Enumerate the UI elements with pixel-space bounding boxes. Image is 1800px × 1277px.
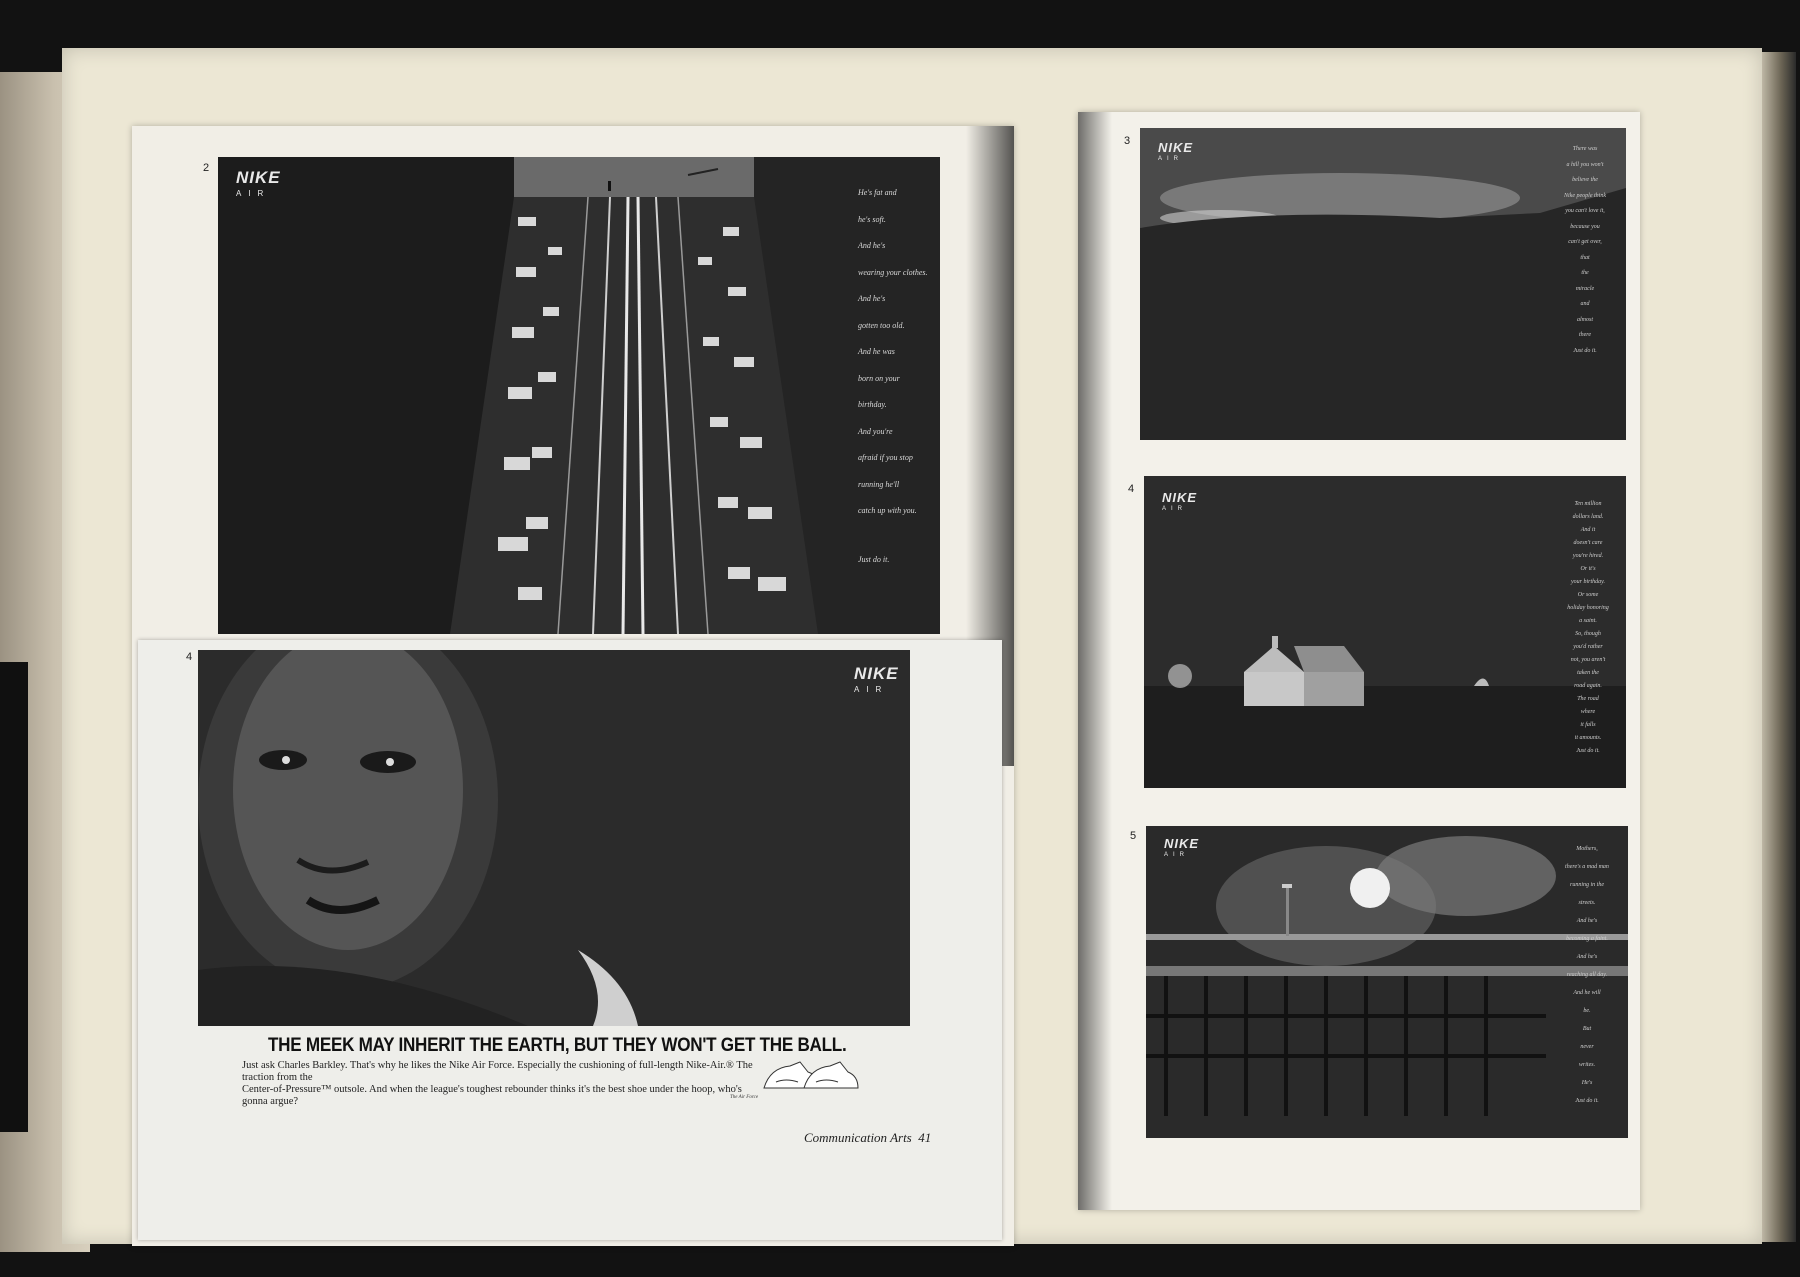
copy-line: it amounts. xyxy=(1574,735,1602,741)
copy-line: can't get over, xyxy=(1568,239,1602,245)
copy-signoff: Just do it. xyxy=(858,554,890,564)
right-page-stack xyxy=(1758,52,1796,1242)
logo-brand: NIKE xyxy=(1164,836,1200,851)
copy-line: where xyxy=(1580,709,1596,715)
ad-photo-road xyxy=(218,157,940,634)
footer-page-number: 41 xyxy=(918,1130,932,1145)
copy-line: Ten million xyxy=(1574,501,1602,507)
copy-line: there's a mad man xyxy=(1565,864,1609,870)
copy-line: And he's xyxy=(858,294,886,303)
copy-line: road again. xyxy=(1574,683,1602,689)
product-name: The Air Force xyxy=(730,1095,759,1100)
copy-line: dollars land. xyxy=(1572,514,1604,520)
copy-line: be. xyxy=(1583,1008,1591,1014)
ad-copy xyxy=(1552,498,1624,758)
copy-line: running in the xyxy=(1570,882,1604,888)
copy-line: Or some xyxy=(1577,592,1599,598)
logo-brand: NIKE xyxy=(236,168,281,187)
copy-line: the xyxy=(1581,270,1589,276)
copy-line: And he's xyxy=(1576,954,1598,960)
copy-line: And he's xyxy=(858,241,886,250)
copy-line: that xyxy=(1580,254,1590,261)
copy-line: miracle xyxy=(1575,285,1595,292)
copy-line: And you're xyxy=(858,426,893,436)
sneaker-icon xyxy=(760,1058,860,1094)
nike-air-logo xyxy=(1162,490,1197,512)
copy-line: your birthday. xyxy=(1571,579,1605,585)
ad-headline: THE MEEK MAY INHERIT THE EARTH, BUT THEY WON'T GET THE BALL. xyxy=(268,1035,847,1056)
copy-line: He's fat and xyxy=(858,188,897,197)
copy-line: you'd rather xyxy=(1573,644,1603,650)
nike-air-logo xyxy=(854,664,899,694)
copy-line: He's xyxy=(1581,1080,1593,1086)
copy-signoff: Just do it. xyxy=(1573,347,1597,354)
ad-copy xyxy=(1545,142,1625,359)
copy-line: because you xyxy=(1570,223,1600,230)
logo-brand: NIKE xyxy=(1162,490,1198,505)
copy-line: he's soft. xyxy=(858,214,886,224)
ad-number: 4 xyxy=(186,651,193,663)
ad-number: 2 xyxy=(203,162,210,174)
copy-line: streets. xyxy=(1578,900,1596,906)
ad-number: 4 xyxy=(1128,483,1135,495)
copy-line: And he's xyxy=(1576,918,1598,924)
ad-copy xyxy=(858,180,938,573)
copy-line: Nike people think xyxy=(1564,192,1606,199)
copy-line: So, though xyxy=(1575,631,1601,637)
copy-line: it falls xyxy=(1580,722,1596,728)
left-edge-photo-strip xyxy=(0,662,28,1132)
ad-number: 5 xyxy=(1130,830,1137,842)
body-line: Just ask Charles Barkley. That's why he likes the Nike Air Force. Especially the cushioning of full-length Nike-Air.® The traction from the xyxy=(242,1060,753,1083)
copy-line: taken the xyxy=(1577,670,1599,676)
logo-sub: AIR xyxy=(1162,506,1188,512)
logo-sub: AIR xyxy=(854,685,889,694)
copy-line: holiday honoring xyxy=(1567,605,1609,611)
shoe-product-image xyxy=(760,1058,860,1094)
copy-line: born on your xyxy=(858,373,900,383)
copy-line: And it xyxy=(1580,527,1596,533)
body-line: Center-of-Pressure™ outsole. And when the league's toughest rebounder thinks it's the best shoe under the hoop, who's gonna argue? xyxy=(242,1084,742,1107)
copy-line: never xyxy=(1580,1044,1594,1050)
copy-line: There was xyxy=(1572,146,1598,152)
copy-line: birthday. xyxy=(858,400,887,409)
logo-brand: NIKE xyxy=(854,664,899,683)
ad-body-copy xyxy=(242,1060,762,1108)
copy-line: there xyxy=(1578,332,1592,338)
copy-line: The road xyxy=(1577,696,1599,702)
ad-number: 3 xyxy=(1124,135,1131,147)
copy-line: a saint. xyxy=(1579,618,1597,624)
copy-line: gotten too old. xyxy=(858,320,905,330)
road-photo-illustration xyxy=(218,157,940,634)
nike-air-logo xyxy=(1158,140,1193,162)
logo-sub: AIR xyxy=(1158,156,1184,162)
publication-footer xyxy=(804,1130,931,1146)
logo-brand: NIKE xyxy=(1158,140,1194,155)
copy-line: catch up with you. xyxy=(858,506,917,515)
nike-air-logo xyxy=(236,168,281,198)
portrait-illustration xyxy=(198,650,910,1026)
copy-signoff: Just do it. xyxy=(1576,748,1600,754)
copy-line: becoming a faint. xyxy=(1566,936,1608,942)
copy-line: believe the xyxy=(1572,177,1598,183)
page-curl-shadow xyxy=(1078,112,1112,1210)
copy-line: doesn't care xyxy=(1573,540,1603,546)
copy-line: afraid if you stop xyxy=(858,453,913,462)
footer-publication: Communication Arts xyxy=(804,1130,912,1145)
ad-copy xyxy=(1548,840,1626,1110)
copy-line: not, you aren't xyxy=(1570,657,1606,663)
copy-line: running he'll xyxy=(858,479,900,489)
nike-air-logo xyxy=(1164,836,1199,858)
logo-sub: AIR xyxy=(1164,852,1190,858)
copy-signoff: Just do it. xyxy=(1575,1098,1599,1104)
copy-line: Or it's xyxy=(1580,566,1596,572)
copy-line: and xyxy=(1580,301,1590,307)
copy-line: But xyxy=(1582,1026,1592,1032)
copy-line: reaching all day. xyxy=(1566,972,1608,978)
ad-photo-portrait xyxy=(198,650,910,1026)
copy-line: Mothers, xyxy=(1576,846,1598,852)
copy-line: wearing your clothes. xyxy=(858,267,928,277)
copy-line: a hill you won't xyxy=(1566,161,1604,168)
copy-line: you're hired. xyxy=(1572,553,1604,559)
copy-line: And he will xyxy=(1573,990,1601,996)
logo-sub: AIR xyxy=(236,189,271,198)
copy-line: almost xyxy=(1576,316,1593,323)
copy-line: writes. xyxy=(1578,1062,1596,1068)
copy-line: And he was xyxy=(858,347,895,356)
copy-line: you can't love it, xyxy=(1565,208,1605,214)
